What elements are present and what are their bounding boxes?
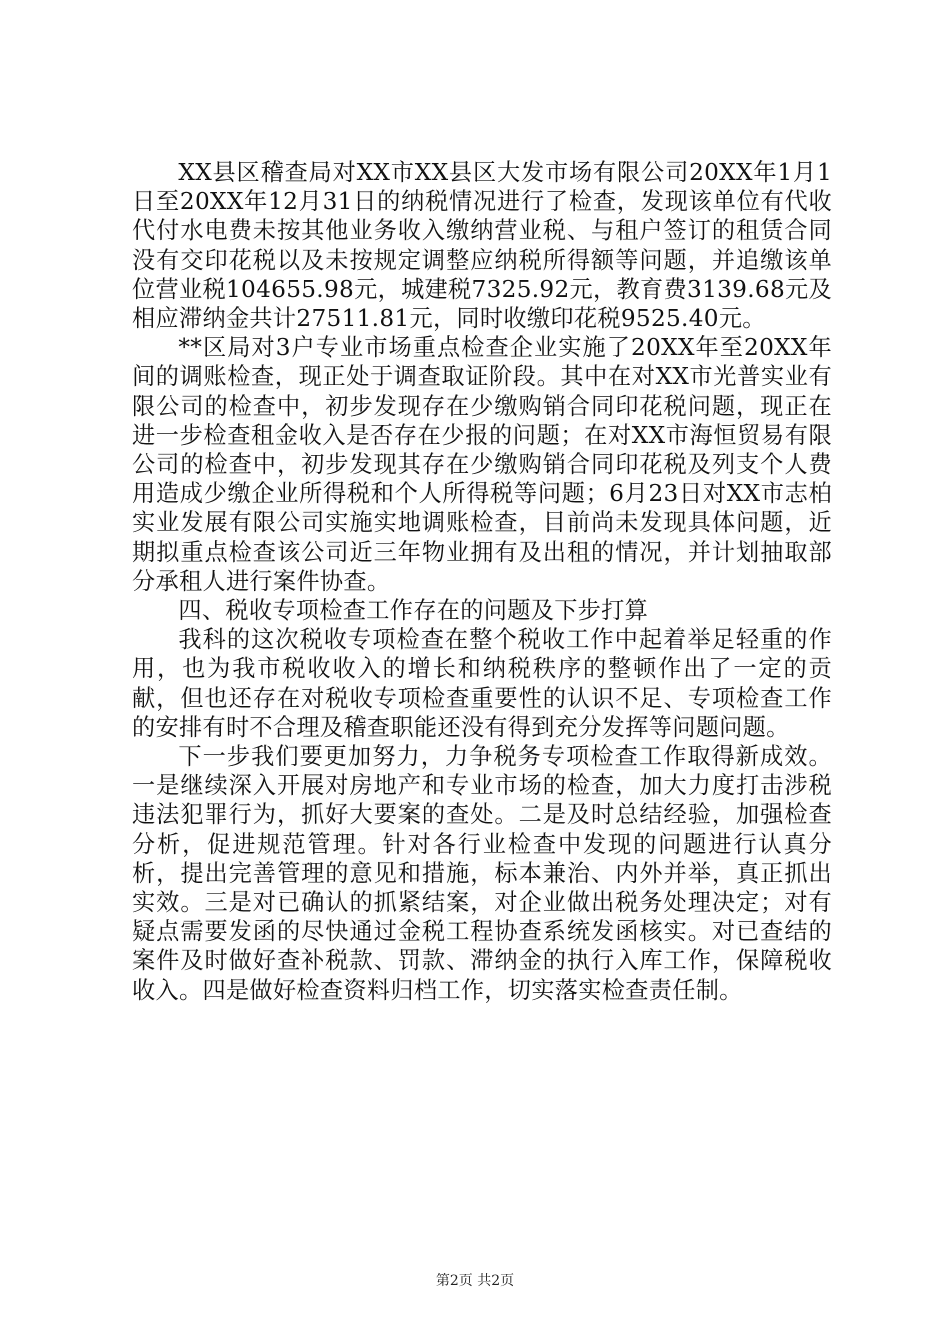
page-footer: 第2页 共2页 xyxy=(435,1273,515,1289)
paragraph-inspection-result: XX县区稽查局对XX市XX县区大发市场有限公司20XX年1月1日至20XX年12月31日的纳税情况进行了检查，发现该单位有代收代付水电费未按其他业务收入缴纳营业税、与租户签订的租赁合同没有交印花税以及未按规定调整应纳税所得额等问题，并追缴该单位营业税104655.98元，城建税7325.92元，教育费3139.68元及相应滞纳金共计27511.81元，同时收缴印花税9525.40元。 xyxy=(132,159,832,333)
paragraph-next-steps: 下一步我们要更加努力，力争税务专项检查工作取得新成效。一是继续深入开展对房地产和专业市场的检查，加大力度打击涉税违法犯罪行为，抓好大要案的查处。二是及时总结经验，加强检查分析，促进规范管理。针对各行业检查中发现的问题进行认真分析，提出完善管理的意见和措施，标本兼治、内外并举，真正抓出实效。三是对已确认的抓紧结案，对企业做出税务处理决定；对有疑点需要发函的尽快通过金税工程协查系统发函核实。对已查结的案件及时做好查补税款、罚款、滞纳金的执行入库工作，保障税收收入。四是做好检查资料归档工作，切实落实检查责任制。 xyxy=(132,743,832,1004)
paragraph-market-inspection: **区局对3户专业市场重点检查企业实施了20XX年至20XX年间的调账检查，现正处于调查取证阶段。其中在对XX市光普实业有限公司的检查中，初步发现存在少缴购销合同印花税问题，现正在进一步检查租金收入是否存在少报的问题；在对XX市海恒贸易有限公司的检查中，初步发现其存在少缴购销合同印花税及列支个人费用造成少缴企业所得税和个人所得税等问题；6月23日对XX市志柏实业发展有限公司实施实地调账检查，目前尚未发现具体问题，近期拟重点检查该公司近三年物业拥有及出租的情况，并计划抽取部分承租人进行案件协查。 xyxy=(132,334,832,595)
document-body xyxy=(132,158,832,1005)
paragraph-problems: 我科的这次税收专项检查在整个税收工作中起着举足轻重的作用，也为我市税收收入的增长和纳税秩序的整顿作出了一定的贡献，但也还存在对税收专项检查重要性的认识不足、专项检查工作的安排有时不合理及稽查职能还没有得到充分发挥等问题问题。 xyxy=(132,626,832,741)
section-heading: 四、税收专项检查工作存在的问题及下步打算 xyxy=(178,597,649,625)
